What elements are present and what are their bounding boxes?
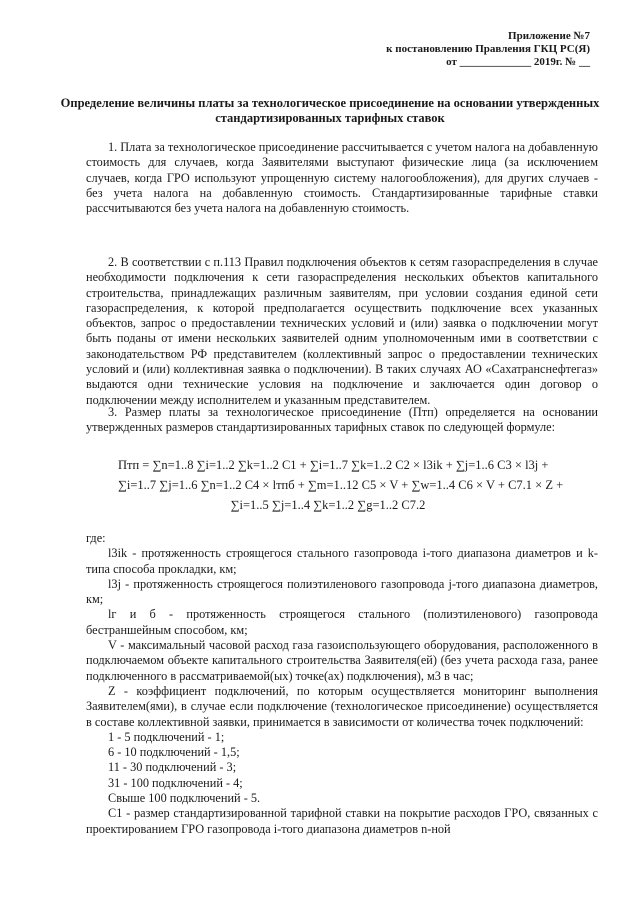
appendix-header (386, 30, 590, 69)
paragraph-2-text: 2. В соответствии с п.113 Правил подключения объектов к сетям газораспределения в случае необходимости подключения к сети газораспределения нескольких объектов капитального строительства, принадлежащих различным заявителям, при условии создания единой сети газораспределения, к которой предполагается осуществить подключение всех указанных объектов, запрос о предоставлении технических условий и (или) заявка о подключении могут быть поданы от имени нескольких заявителей одним уполномоченным ими в соответствии с законодательством РФ представителем (коллективный запрос о предоставлении технических условий и (или) коллективная заявка о подключении). В таких случаях АО «Сахатранснефтегаз» выдаются одни технические условия на подключение и заключается один договор о подключении между исполнителем и указанным представителем. (86, 255, 598, 407)
definitions-block (86, 531, 598, 837)
document-title: Определение величины платы за технологическое присоединение на основании утвержденных стандартизированных тарифных ставок (60, 96, 600, 125)
list-item: 31 - 100 подключений - 4; (108, 775, 243, 790)
definition-z: Z - коэффициент подключений, по которым осуществляется мониторинг выполнения Заявителем(ями), в случае если подключение (технологическое присоединение) осуществляется в составе коллективной заявки, принимается в зависимости от количества точек подключений: (86, 683, 598, 729)
definition-l3ik: l3ik - протяженность строящегося стального газопровода i-того диапазона диаметров и k-типа способа прокладки, км; (86, 546, 598, 576)
appendix-resolution: к постановлению Правления ГКЦ РС(Я) (386, 43, 590, 55)
definition-l3j: l3j - протяженность строящегося полиэтиленового газопровода j-того диапазона диаметров, км; (86, 576, 598, 607)
appendix-number: Приложение №7 (508, 30, 590, 42)
definition-lgb: lг и б - протяженность строящегося стального (полиэтиленового) газопровода бестраншейным способом, км; (86, 607, 598, 637)
connection-scale-list (108, 730, 598, 806)
definition-c1: С1 - размер стандартизированной тарифной ставки на покрытие расходов ГРО, связанных с проектированием ГРО газопровода i-того диапазона диаметров n-ной (86, 806, 598, 836)
paragraph-1-text: 1. Плата за технологическое присоединение рассчитывается с учетом налога на добавленную стоимость для случаев, когда Заявителями выступают физические лица (за исключением случаев, когда ГРО используют упрощенную систему налогообложения), для других случаев - без учета налога на добавленную стоимость. Стандартизированные тарифные ставки рассчитываются без учета налога на добавленную стоимость. (86, 140, 598, 216)
paragraph-2 (86, 255, 598, 408)
formula-line-3: ∑i=1..5 ∑j=1..4 ∑k=1..2 ∑g=1..2 C7.2 (230, 498, 426, 512)
paragraph-3-text: 3. Размер платы за технологическое присоединение (Птп) определяется на основании утвержденных размеров стандартизированных тарифных ставок по следующей формуле: (86, 405, 598, 435)
list-item: Свыше 100 подключений - 5. (108, 791, 261, 806)
definition-v: V - максимальный часовой расход газа газоиспользующего оборудования, расположенного в подключаемом объекте капитального строительства Заявителя(ей) (без учета расхода газа, ранее подключенного в рассматриваемой(ых) точке(ах) подключения), м3 в час; (86, 638, 598, 683)
formula-line-1: Птп = ∑n=1..8 ∑i=1..2 ∑k=1..2 C1 + ∑i=1..7 ∑k=1..2 C2 × l3ik + ∑j=1..6 C3 × l3j + (118, 458, 549, 472)
where-label: где: (86, 531, 106, 545)
list-item: 1 - 5 подключений - 1; (108, 729, 225, 744)
list-item: 11 - 30 подключений - 3; (108, 760, 237, 775)
formula-line-2: ∑i=1..7 ∑j=1..6 ∑n=1..2 C4 × lтпб + ∑m=1..12 C5 × V + ∑w=1..4 C6 × V + C7.1 × Z + (118, 478, 564, 492)
fee-formula (118, 455, 564, 515)
list-item: 6 - 10 подключений - 1,5; (108, 745, 240, 760)
paragraph-3 (86, 405, 598, 436)
appendix-date: от _____________ 2019г. № __ (446, 56, 590, 68)
paragraph-1 (86, 140, 598, 216)
